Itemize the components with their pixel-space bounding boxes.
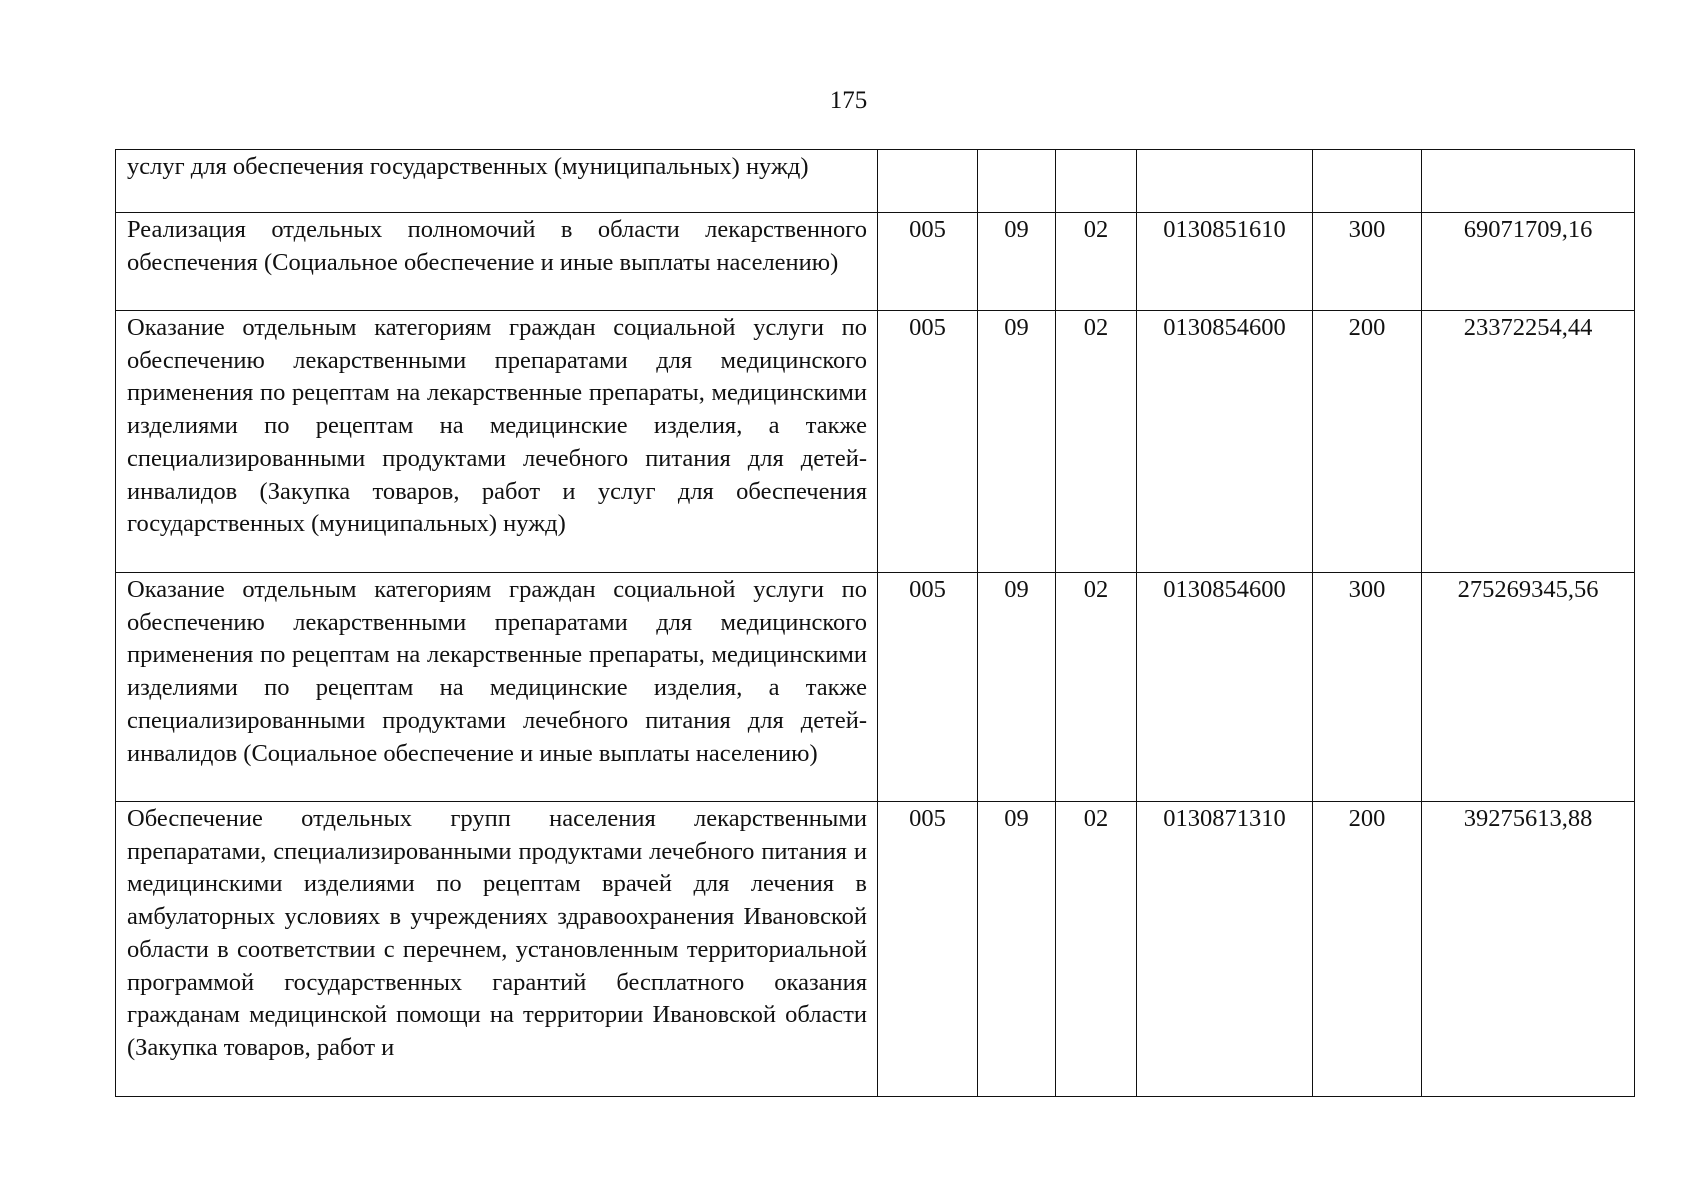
row-pr xyxy=(1056,150,1137,213)
row-csr xyxy=(1137,150,1313,213)
row-ved: 005 xyxy=(878,311,978,573)
table-row xyxy=(116,802,1635,1097)
row-rz: 09 xyxy=(978,573,1056,802)
row-pr: 02 xyxy=(1056,213,1137,311)
table-row xyxy=(116,311,1635,573)
row-pr: 02 xyxy=(1056,802,1137,1097)
row-sum: 69071709,16 xyxy=(1422,213,1635,311)
table-row xyxy=(116,573,1635,802)
row-pr: 02 xyxy=(1056,311,1137,573)
row-vr: 300 xyxy=(1313,213,1422,311)
row-csr: 0130871310 xyxy=(1137,802,1313,1097)
row-csr: 0130854600 xyxy=(1137,311,1313,573)
row-ved: 005 xyxy=(878,213,978,311)
row-sum: 275269345,56 xyxy=(1422,573,1635,802)
row-description: Обеспечение отдельных групп населения лекарственными препаратами, специализированными продуктами лечебного питания и медицинскими изделиями по рецептам врачей для лечения в амбулаторных условиях в учреждениях здравоохранения Ивановской области в соответствии с перечнем, установленным территориальной программой государственных гарантий бесплатного оказания гражданам медицинской помощи на территории Ивановской области (Закупка товаров, работ и xyxy=(116,802,878,1097)
row-description: услуг для обеспечения государственных (муниципальных) нужд) xyxy=(116,150,878,213)
row-ved: 005 xyxy=(878,573,978,802)
row-rz: 09 xyxy=(978,311,1056,573)
row-ved xyxy=(878,150,978,213)
budget-table xyxy=(115,149,1635,1097)
table-row xyxy=(116,150,1635,213)
row-description: Реализация отдельных полномочий в области лекарственного обеспечения (Социальное обеспечение и иные выплаты населению) xyxy=(116,213,878,311)
row-vr: 200 xyxy=(1313,311,1422,573)
row-ved: 005 xyxy=(878,802,978,1097)
page-number: 175 xyxy=(829,87,868,114)
row-vr xyxy=(1313,150,1422,213)
row-sum: 23372254,44 xyxy=(1422,311,1635,573)
row-sum xyxy=(1422,150,1635,213)
row-pr: 02 xyxy=(1056,573,1137,802)
row-vr: 200 xyxy=(1313,802,1422,1097)
row-description: Оказание отдельным категориям граждан социальной услуги по обеспечению лекарственными препаратами для медицинского применения по рецептам на лекарственные препараты, медицинскими изделиями по рецептам на медицинские изделия, а также специализированными продуктами лечебного питания для детей-инвалидов (Закупка товаров, работ и услуг для обеспечения государственных (муниципальных) нужд) xyxy=(116,311,878,573)
row-description: Оказание отдельным категориям граждан социальной услуги по обеспечению лекарственными препаратами для медицинского применения по рецептам на лекарственные препараты, медицинскими изделиями по рецептам на медицинские изделия, а также специализированными продуктами лечебного питания для детей-инвалидов (Социальное обеспечение и иные выплаты населению) xyxy=(116,573,878,802)
row-csr: 0130851610 xyxy=(1137,213,1313,311)
row-sum: 39275613,88 xyxy=(1422,802,1635,1097)
table-row xyxy=(116,213,1635,311)
row-rz: 09 xyxy=(978,213,1056,311)
row-csr: 0130854600 xyxy=(1137,573,1313,802)
row-vr: 300 xyxy=(1313,573,1422,802)
row-rz xyxy=(978,150,1056,213)
row-rz: 09 xyxy=(978,802,1056,1097)
